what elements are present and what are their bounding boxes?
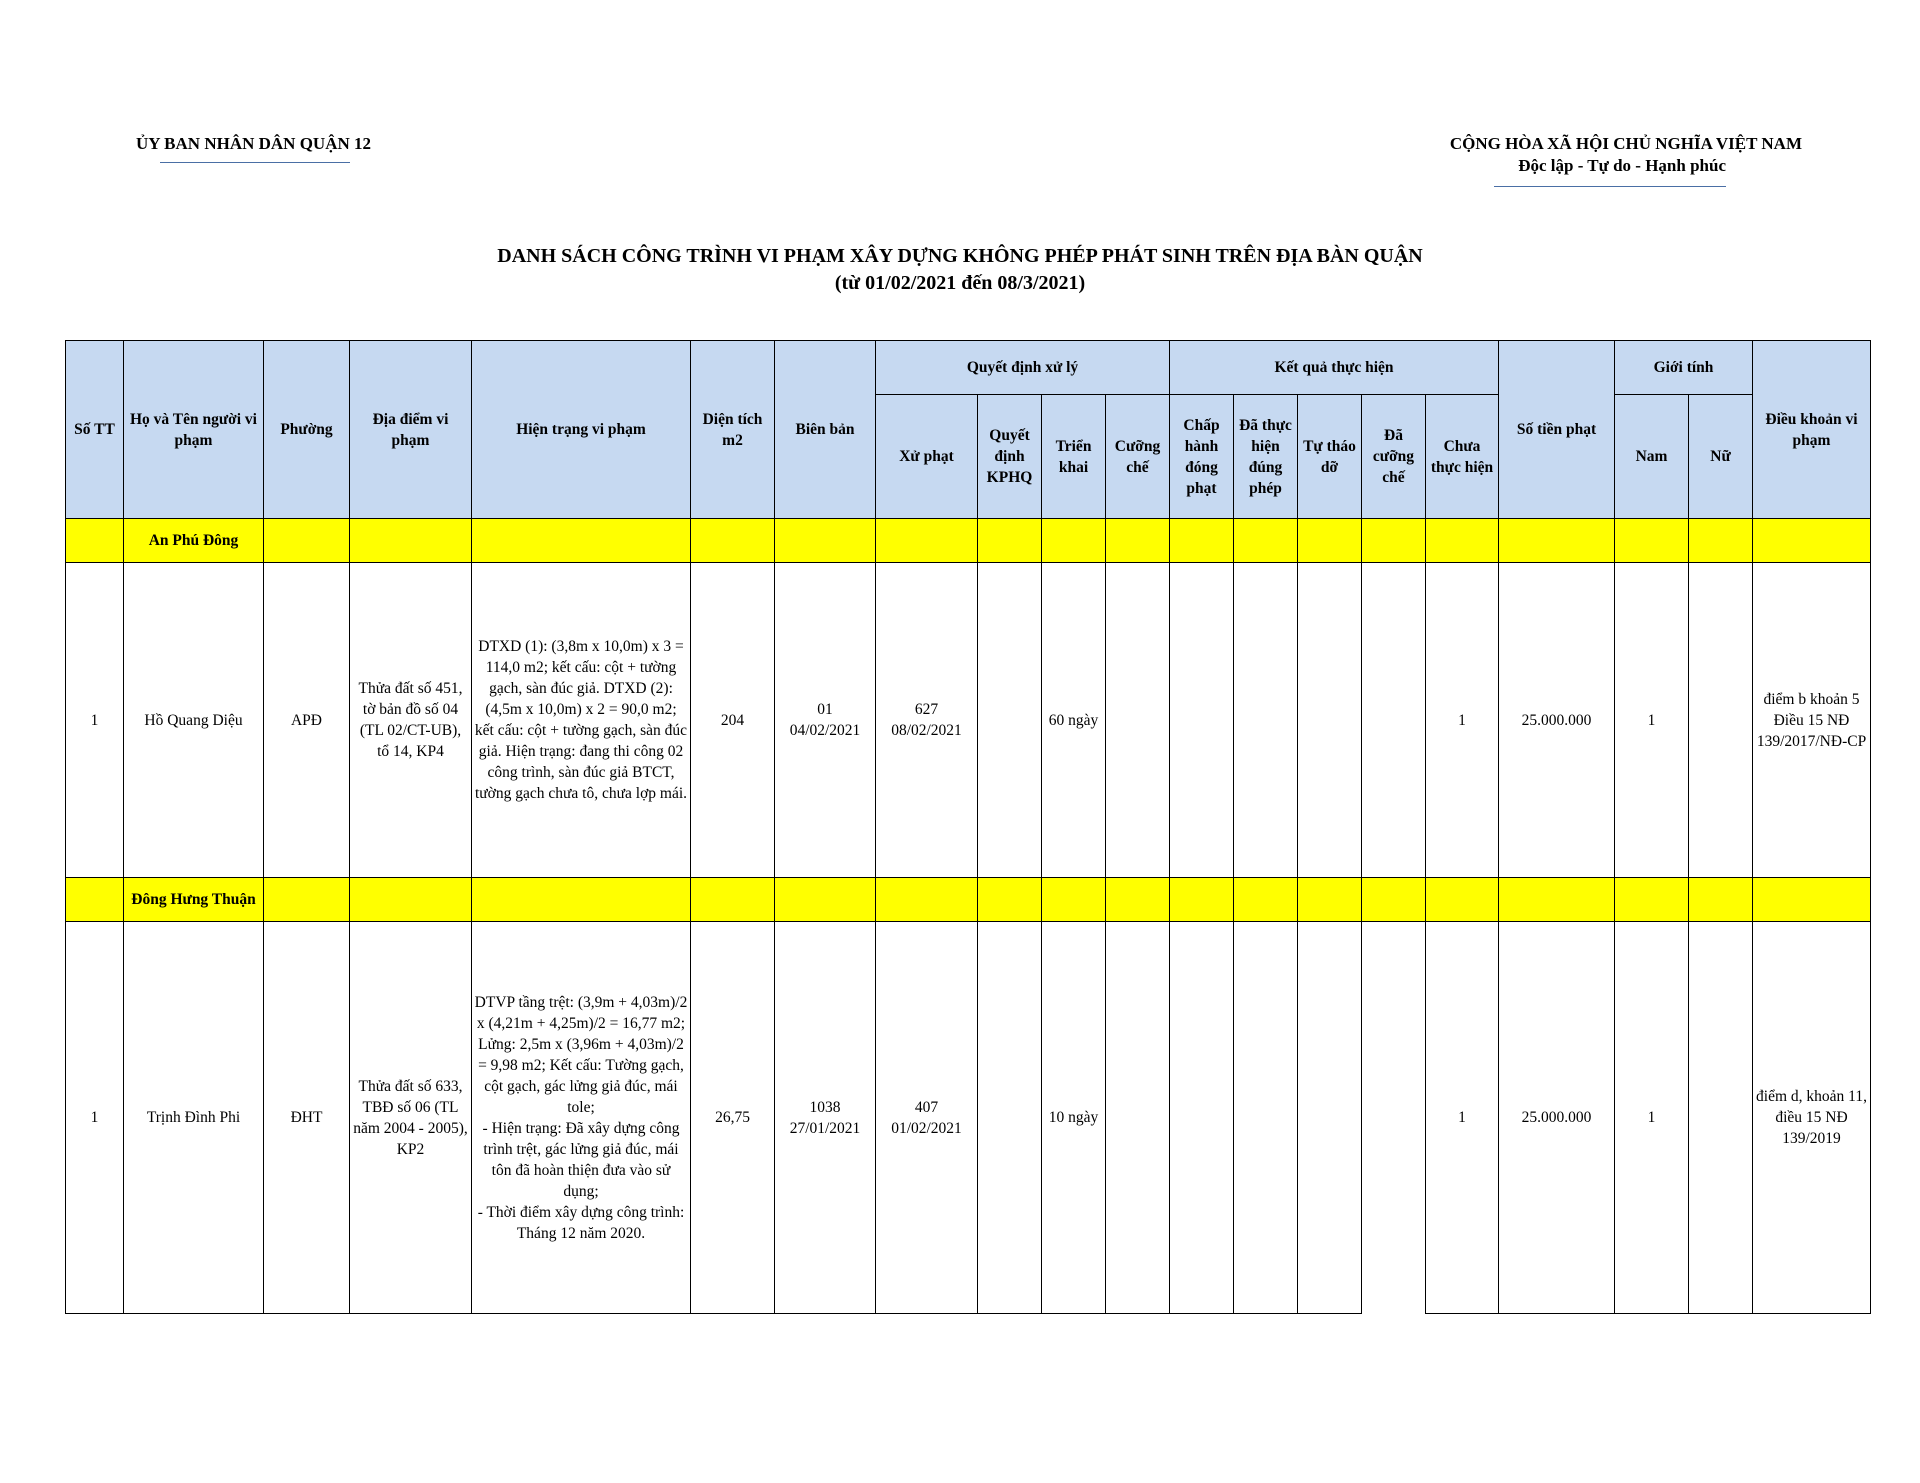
col-enforced: Đã cưỡng chế (1362, 395, 1426, 519)
cell-location: Thửa đất số 633, TBĐ số 06 (TL năm 2004 - 2005), KP2 (350, 922, 472, 1314)
penalty-number: 407 (914, 1098, 939, 1116)
cell-fine: 25.000.000 (1499, 563, 1615, 878)
col-female: Nữ (1689, 395, 1753, 519)
col-paid: Chấp hành đóng phạt (1170, 395, 1234, 519)
penalty-number: 627 (914, 701, 939, 718)
national-motto: Độc lập - Tự do - Hạnh phúc (1518, 156, 1726, 175)
col-kphq: Quyết định KPHQ (978, 395, 1042, 519)
col-group-gender: Giới tính (1615, 341, 1753, 395)
national-header (1450, 134, 1802, 176)
group-ward-name: An Phú Đông (124, 519, 264, 563)
group-ward-name: Đông Hưng Thuận (124, 878, 264, 922)
cell-male: 1 (1615, 563, 1689, 878)
cell-name: Trịnh Đình Phi (124, 922, 264, 1314)
cell-permitted (1234, 563, 1298, 878)
violations-table (65, 340, 1871, 1314)
motto-underline (1494, 186, 1726, 187)
report-date: 27/01/2021 (789, 1119, 861, 1137)
cell-clause: điểm b khoản 5 Điều 15 NĐ 139/2017/NĐ-CP (1753, 563, 1871, 878)
col-status: Hiện trạng vi phạm (472, 341, 691, 519)
col-area: Diện tích m2 (691, 341, 775, 519)
cell-female (1689, 922, 1753, 1314)
report-date: 04/02/2021 (789, 722, 861, 739)
cell-not-done: 1 (1426, 922, 1499, 1314)
col-not-done: Chưa thực hiện (1426, 395, 1499, 519)
group-row (66, 878, 1871, 922)
cell-paid (1170, 922, 1234, 1314)
cell-area: 26,75 (691, 922, 775, 1314)
cell-report (775, 563, 876, 878)
table-row (66, 563, 1871, 878)
col-location: Địa điểm vi phạm (350, 341, 472, 519)
cell-male: 1 (1615, 922, 1689, 1314)
status-line: - Thời điểm xây dựng công trình: Tháng 12 năm 2020. (477, 1203, 685, 1242)
cell-penalty (876, 563, 978, 878)
cell-ward: ĐHT (264, 922, 350, 1314)
col-group-result: Kết quả thực hiện (1170, 341, 1499, 395)
cell-penalty (876, 922, 978, 1314)
document-title-period: (từ 01/02/2021 đến 08/3/2021) (834, 272, 1086, 294)
table-row (66, 922, 1871, 1314)
col-fine: Số tiền phạt (1499, 341, 1615, 519)
national-title: CỘNG HÒA XÃ HỘI CHỦ NGHĨA VIỆT NAM (1449, 134, 1802, 153)
cell-enforced (1362, 563, 1426, 878)
col-clause: Điều khoản vi phạm (1753, 341, 1871, 519)
report-number: 1038 (809, 1098, 841, 1116)
penalty-date: 08/02/2021 (891, 722, 962, 739)
status-line: DTVP tầng trệt: (3,9m + 4,03m)/2 x (4,21m + 4,25m)/2 = 16,77 m2; Lửng: 2,5m x (3,96m + 4,03m)/2 = 9,98 m2; Kết cấu: Tường gạch, cột gạch, gác lửng giả đúc, mái tole; (474, 993, 688, 1116)
cell-clause: điểm d, khoản 11, điều 15 NĐ 139/2019 (1753, 922, 1871, 1314)
cell-status: DTXD (1): (3,8m x 10,0m) x 3 = 114,0 m2; kết cấu: cột + tường gạch, sàn đúc giả. DTXD (2): (4,5m x 10,0m) x 2 = 90,0 m2; kết cấu: cột + tường gạch, sàn đúc giả. Hiện trạng: đang thi công 02 công trình, sàn đúc giả BTCT, tường gạch chưa tô, chưa lợp mái. (472, 563, 691, 878)
cell-enforce (1106, 922, 1170, 1314)
col-deploy: Triển khai (1042, 395, 1106, 519)
issuing-authority (136, 134, 371, 154)
cell-report (775, 922, 876, 1314)
penalty-date: 01/02/2021 (891, 1119, 962, 1137)
cell-self-removed (1298, 922, 1362, 1314)
status-line: - Hiện trạng: Đã xây dựng công trình trệt, gác lửng giả đúc, mái tôn đã hoàn thiện đưa vào sử dụng; (482, 1119, 680, 1200)
cell-kphq (978, 563, 1042, 878)
cell-name: Hồ Quang Diệu (124, 563, 264, 878)
cell-paid (1170, 563, 1234, 878)
cell-deploy: 10 ngày (1042, 922, 1106, 1314)
col-group-decision: Quyết định xử lý (876, 341, 1170, 395)
authority-underline (160, 162, 350, 163)
cell-deploy: 60 ngày (1042, 563, 1106, 878)
cell-enforced (1362, 922, 1426, 1314)
col-name: Họ và Tên người vi phạm (124, 341, 264, 519)
col-enforce: Cưỡng chế (1106, 395, 1170, 519)
cell-area: 204 (691, 563, 775, 878)
cell-permitted (1234, 922, 1298, 1314)
cell-ward: APĐ (264, 563, 350, 878)
col-stt: Số TT (66, 341, 124, 519)
document-title-main: DANH SÁCH CÔNG TRÌNH VI PHẠM XÂY DỰNG KHÔNG PHÉP PHÁT SINH TRÊN ĐỊA BÀN QUẬN (497, 245, 1423, 267)
cell-status (472, 922, 691, 1314)
cell-self-removed (1298, 563, 1362, 878)
col-ward: Phường (264, 341, 350, 519)
group-row (66, 519, 1871, 563)
col-male: Nam (1615, 395, 1689, 519)
cell-location: Thửa đất số 451, tờ bản đồ số 04 (TL 02/CT-UB), tổ 14, KP4 (350, 563, 472, 878)
cell-female (1689, 563, 1753, 878)
cell-not-done: 1 (1426, 563, 1499, 878)
col-permitted: Đã thực hiện đúng phép (1234, 395, 1298, 519)
col-self-removed: Tự tháo dỡ (1298, 395, 1362, 519)
cell-kphq (978, 922, 1042, 1314)
col-report: Biên bản (775, 341, 876, 519)
cell-stt: 1 (66, 922, 124, 1314)
issuing-authority-name: ỦY BAN NHÂN DÂN QUẬN 12 (136, 134, 372, 153)
cell-enforce (1106, 563, 1170, 878)
report-number: 01 (817, 701, 833, 718)
document-title (0, 243, 1920, 297)
cell-fine: 25.000.000 (1499, 922, 1615, 1314)
cell-stt: 1 (66, 563, 124, 878)
col-penalty: Xử phạt (876, 395, 978, 519)
